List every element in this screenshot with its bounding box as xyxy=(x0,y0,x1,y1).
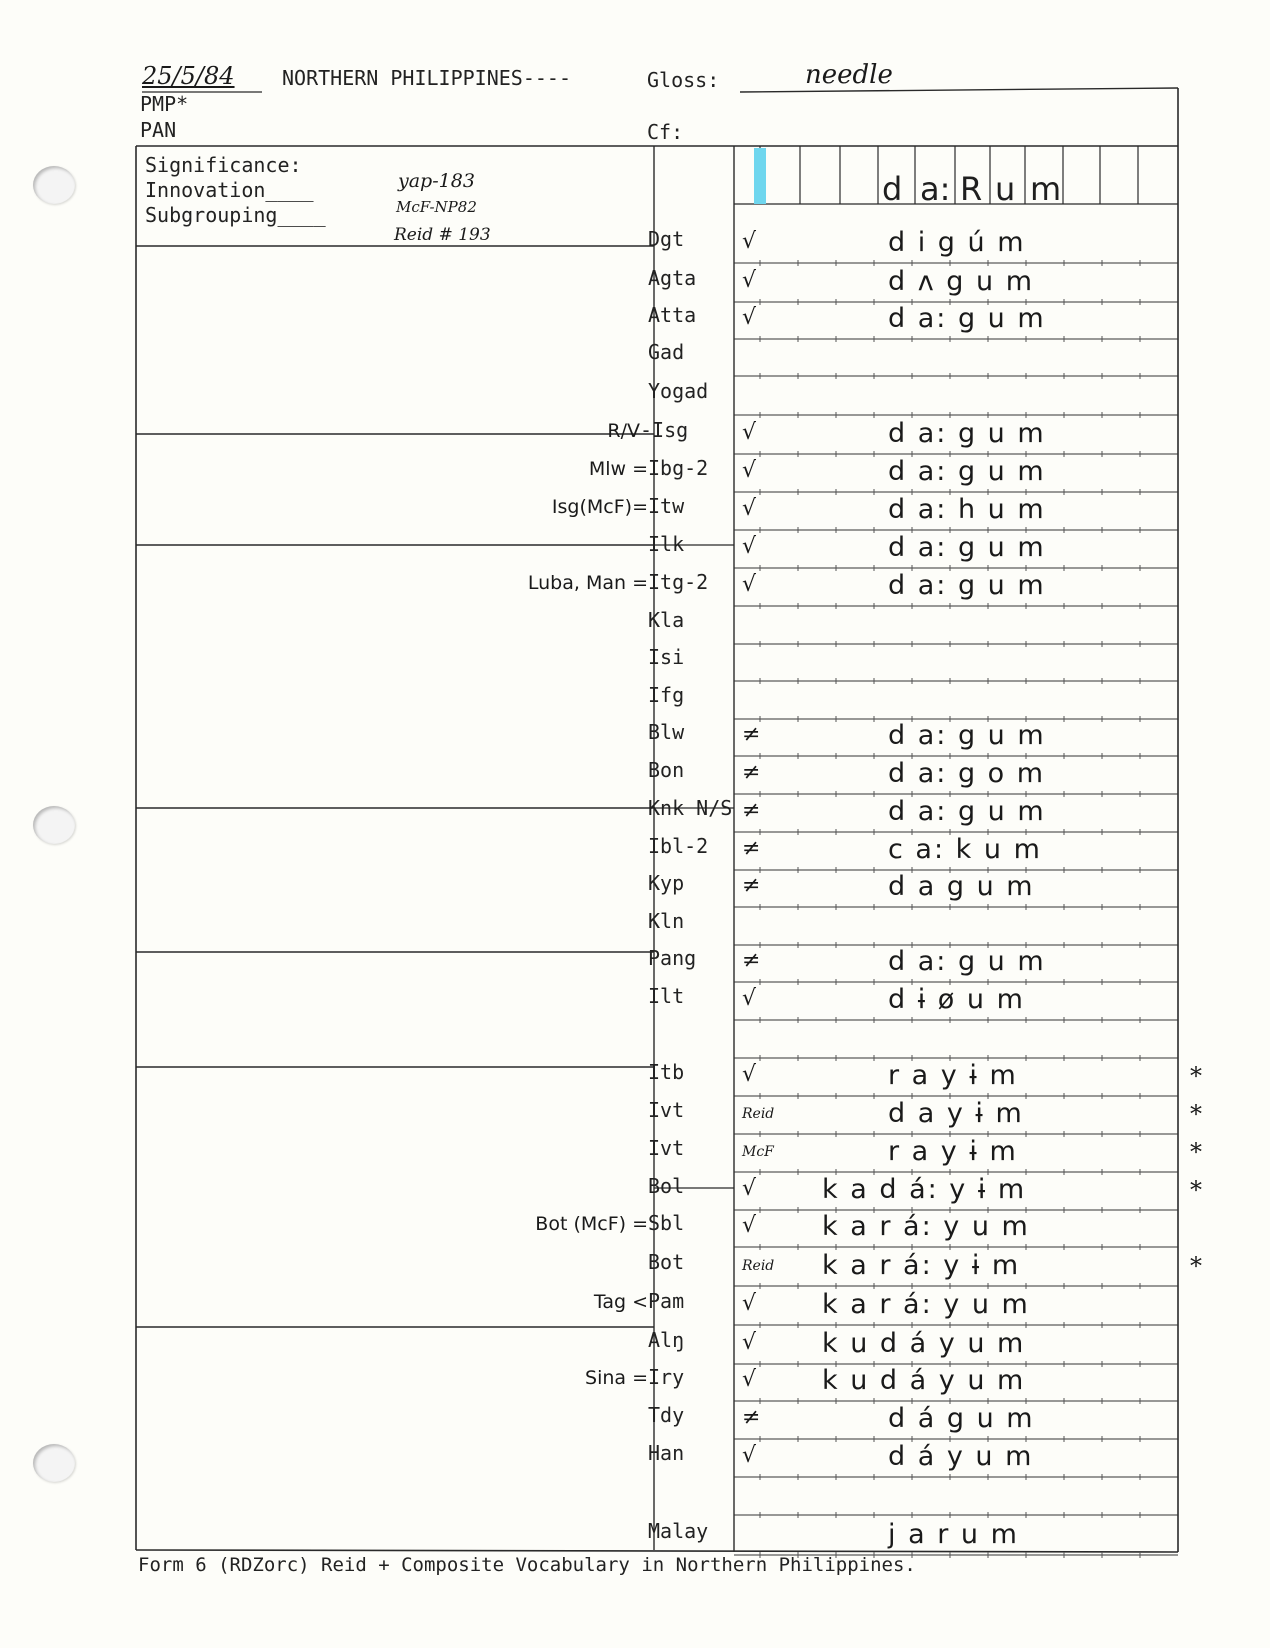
table-row xyxy=(0,340,1270,378)
reflex-form: d a y ɨ m xyxy=(888,1098,1024,1129)
table-row xyxy=(0,266,1270,304)
asterisk-mark: * xyxy=(1190,1176,1202,1204)
table-row xyxy=(0,1136,1270,1174)
language-code: Ibg-2 xyxy=(648,456,709,480)
language-code: Sbl xyxy=(648,1211,685,1235)
reflex-form: d á g u m xyxy=(888,1403,1035,1434)
table-row xyxy=(0,871,1270,909)
cognate-mark: √ xyxy=(742,229,757,254)
cognate-mark: √ xyxy=(742,496,757,521)
highlight-mark xyxy=(754,148,766,204)
language-code: Bon xyxy=(648,758,685,782)
table-row xyxy=(0,570,1270,608)
pmp-label: PMP* xyxy=(140,92,189,116)
table-row xyxy=(0,834,1270,872)
table-row xyxy=(0,1098,1270,1136)
reflex-form: d i g ú m xyxy=(888,227,1026,258)
asterisk-mark: * xyxy=(1190,1138,1202,1166)
table-row xyxy=(0,1250,1270,1288)
reconstruction-segment: u xyxy=(995,170,1016,208)
gloss-value: needle xyxy=(805,60,893,90)
table-row xyxy=(0,1174,1270,1212)
table-row xyxy=(0,758,1270,796)
dialect-note: Mlw = xyxy=(588,458,648,480)
language-code: -Isg xyxy=(640,418,689,442)
language-code: Kyp xyxy=(648,871,685,895)
reflex-form: k u d á y u m xyxy=(822,1328,1026,1359)
significance-title: Significance: xyxy=(145,153,302,177)
cognate-mark: √ xyxy=(742,534,757,559)
reflex-form: c a: k u m xyxy=(888,834,1042,865)
reconstruction-segment: d xyxy=(882,170,903,208)
language-code: Han xyxy=(648,1441,685,1465)
table-row xyxy=(0,1328,1270,1366)
dialect-note: Isg(McF)= xyxy=(551,496,648,518)
reflex-form: d a: g o m xyxy=(888,758,1046,789)
cognate-mark: √ xyxy=(742,1367,757,1392)
reflex-form: d á y u m xyxy=(888,1441,1034,1472)
reflex-form: d a: g u m xyxy=(888,456,1046,487)
table-row xyxy=(0,1479,1270,1517)
cognate-mark: ≠ xyxy=(742,873,761,898)
language-code: Bot xyxy=(648,1250,685,1274)
language-code: Alŋ xyxy=(648,1328,685,1352)
reflex-form: d a: g u m xyxy=(888,418,1046,449)
table-row xyxy=(0,303,1270,341)
cognate-mark: √ xyxy=(742,572,757,597)
reflex-form: d ɨ ø u m xyxy=(888,984,1025,1015)
table-row xyxy=(0,984,1270,1022)
dialect-note: Bot (McF) = xyxy=(535,1213,648,1235)
reconstruction-segment: a: xyxy=(920,170,951,208)
reference-yap: yap-183 xyxy=(398,170,475,192)
reference-reid: Reid # 193 xyxy=(394,225,491,245)
reflex-form: d ʌ g u m xyxy=(888,266,1034,297)
language-code: Tdy xyxy=(648,1403,685,1427)
language-code: Knk N/S xyxy=(648,796,733,820)
table-row xyxy=(0,1289,1270,1327)
language-code: Atta xyxy=(648,303,697,327)
cognate-mark: Reid xyxy=(742,1258,775,1274)
language-code: Ifg xyxy=(648,683,685,707)
form-title: NORTHERN PHILIPPINES---- xyxy=(282,66,571,90)
cognate-mark: √ xyxy=(742,420,757,445)
table-row xyxy=(0,379,1270,417)
cognate-mark: ≠ xyxy=(742,722,761,747)
cognate-mark: √ xyxy=(742,1443,757,1468)
cognate-mark: ≠ xyxy=(742,836,761,861)
reflex-form: d a g u m xyxy=(888,871,1035,902)
table-row xyxy=(0,1365,1270,1403)
asterisk-mark: * xyxy=(1190,1252,1202,1280)
language-code: Ibl-2 xyxy=(648,834,709,858)
form-footer: Form 6 (RDZorc) Reid + Composite Vocabulary in Northern Philippines. xyxy=(138,1554,916,1576)
table-row xyxy=(0,418,1270,456)
table-row xyxy=(0,909,1270,947)
cognate-mark: √ xyxy=(742,986,757,1011)
language-code: Ilt xyxy=(648,984,685,1008)
language-code: Itg-2 xyxy=(648,570,709,594)
table-row xyxy=(0,1441,1270,1479)
cognate-mark: Reid xyxy=(742,1106,775,1122)
language-code: Kla xyxy=(648,608,685,632)
reflex-form: r a y ɨ m xyxy=(888,1136,1018,1167)
dialect-note: Sina = xyxy=(585,1367,648,1389)
language-code: Gad xyxy=(648,340,685,364)
table-row xyxy=(0,796,1270,834)
gloss-label: Gloss: xyxy=(647,68,720,92)
table-row xyxy=(0,720,1270,758)
asterisk-mark: * xyxy=(1190,1062,1202,1090)
reflex-form: k a r á: y u m xyxy=(822,1289,1030,1320)
cognate-mark: √ xyxy=(742,1062,757,1087)
cf-label: Cf: xyxy=(647,120,684,144)
dialect-note: Luba, Man = xyxy=(527,572,648,594)
table-row xyxy=(0,1060,1270,1098)
table-row xyxy=(0,456,1270,494)
reflex-form: d a: h u m xyxy=(888,494,1046,525)
table-row xyxy=(0,645,1270,683)
table-row xyxy=(0,1022,1270,1060)
cognate-mark: √ xyxy=(742,268,757,293)
cognate-mark: √ xyxy=(742,1330,757,1355)
language-code: Itb xyxy=(648,1060,685,1084)
date: 25/5/84 xyxy=(142,62,235,90)
cognate-mark: ≠ xyxy=(742,1405,761,1430)
language-code: Itw xyxy=(648,494,685,518)
table-row xyxy=(0,946,1270,984)
reflex-form: d a: g u m xyxy=(888,303,1046,334)
language-code: Agta xyxy=(648,266,697,290)
language-code: Pam xyxy=(648,1289,685,1313)
dialect-note: Tag < xyxy=(593,1291,648,1313)
table-row xyxy=(0,532,1270,570)
cognate-mark: √ xyxy=(742,1176,757,1201)
reconstruction-segment: R xyxy=(960,170,983,208)
cognate-mark: ≠ xyxy=(742,760,761,785)
reflex-form: d a: g u m xyxy=(888,796,1046,827)
reflex-form: k u d á y u m xyxy=(822,1365,1026,1396)
reflex-form: d a: g u m xyxy=(888,946,1046,977)
table-row xyxy=(0,494,1270,532)
table-row xyxy=(0,1211,1270,1249)
language-code: Ivt xyxy=(648,1098,685,1122)
reference-mcf: McF-NP82 xyxy=(396,198,477,216)
asterisk-mark: * xyxy=(1190,1100,1202,1128)
language-code: Ilk xyxy=(648,532,685,556)
dialect-note: R/V xyxy=(607,420,640,442)
innovation-field: Innovation____ xyxy=(145,178,314,202)
pan-label: PAN xyxy=(140,118,177,142)
reflex-form: k a r á: y ɨ m xyxy=(822,1250,1021,1281)
cognate-mark: McF xyxy=(742,1144,774,1160)
table-row xyxy=(0,1403,1270,1441)
language-code: Yogad xyxy=(648,379,709,403)
table-row xyxy=(0,227,1270,265)
reflex-form: d a: g u m xyxy=(888,532,1046,563)
cognate-mark: ≠ xyxy=(742,798,761,823)
language-code: Dgt xyxy=(648,227,685,251)
reflex-form: d a: g u m xyxy=(888,720,1046,751)
subgrouping-field: Subgrouping____ xyxy=(145,203,326,227)
table-row xyxy=(0,608,1270,646)
language-code: Kln xyxy=(648,909,685,933)
reflex-form: k a r á: y u m xyxy=(822,1211,1030,1242)
language-code: Malay xyxy=(648,1519,709,1543)
language-code: Bol xyxy=(648,1174,685,1198)
cognate-mark: ≠ xyxy=(742,948,761,973)
cognate-mark: √ xyxy=(742,458,757,483)
table-row xyxy=(0,1519,1270,1557)
language-code: Blw xyxy=(648,720,685,744)
cognate-mark: √ xyxy=(742,1291,757,1316)
reflex-form: r a y ɨ m xyxy=(888,1060,1018,1091)
language-code: Iry xyxy=(648,1365,685,1389)
reconstruction-segment: m xyxy=(1030,170,1062,208)
language-code: Ivt xyxy=(648,1136,685,1160)
language-code: Isi xyxy=(648,645,685,669)
language-code: Pang xyxy=(648,946,697,970)
table-row xyxy=(0,683,1270,721)
reflex-form: d a: g u m xyxy=(888,570,1046,601)
cognate-mark: √ xyxy=(742,305,757,330)
cognate-mark: √ xyxy=(742,1213,757,1238)
reflex-form: j a r u m xyxy=(888,1519,1019,1550)
reflex-form: k a d á: y ɨ m xyxy=(822,1174,1027,1205)
